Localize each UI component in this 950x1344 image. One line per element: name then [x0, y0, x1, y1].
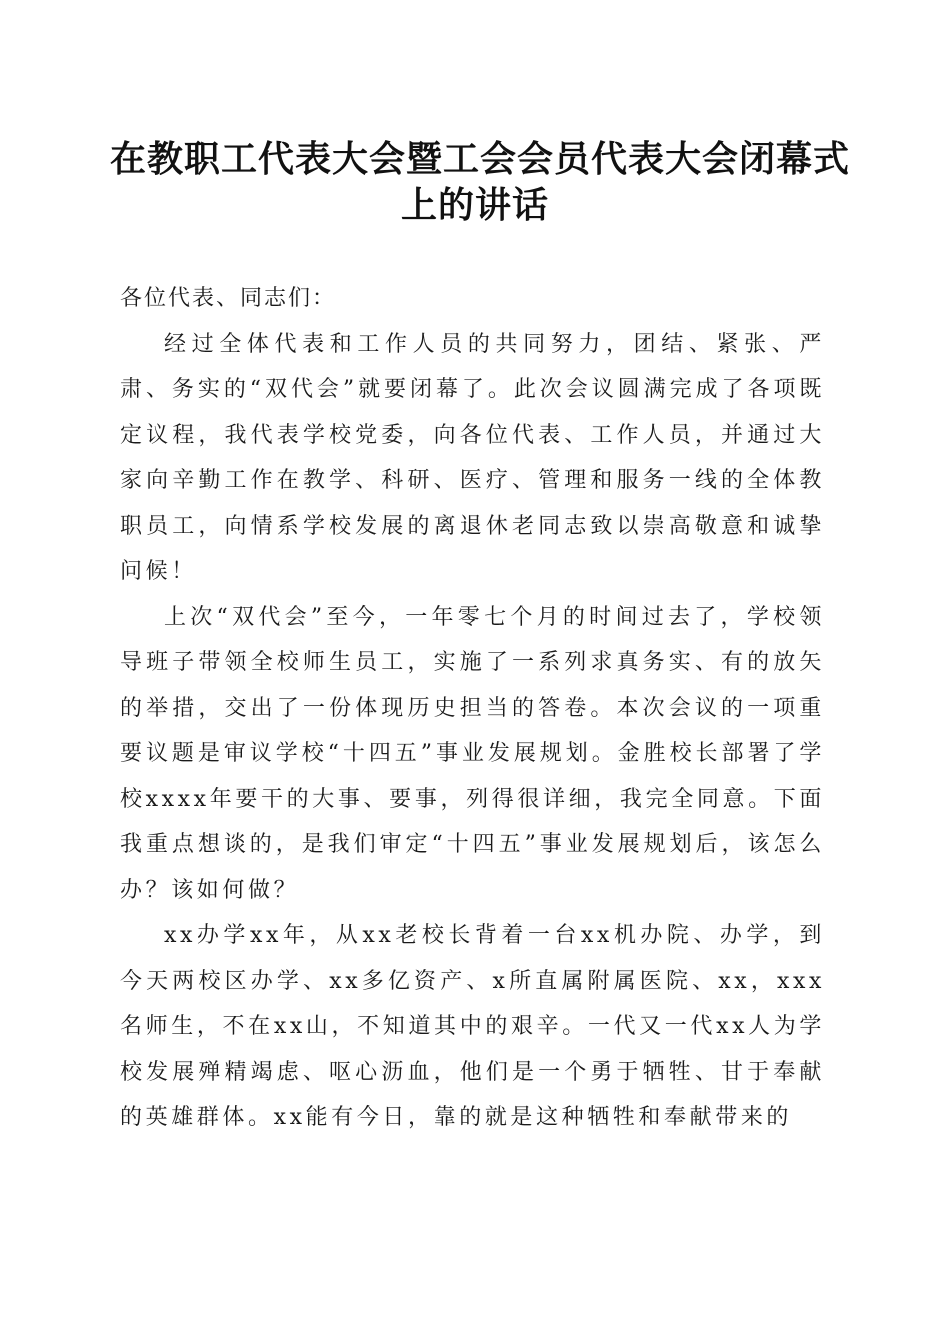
document-title — [110, 136, 851, 228]
paragraph-3: xx办学xx年，从xx老校长背着一台xx机办院、办学，到今天两校区办学、xx多亿资产、x所直属附属医院、xx，xxx名师生，不在xx山，不知道其中的艰辛。一代又一代xx人为学校发展殚精竭虑、呕心沥血，他们是一个勇于牺牲、甘于奉献的英雄群体。xx能有今日，靠的就是这种牺牲和奉献带来的 — [120, 923, 825, 1130]
salutation: 各位代表、同志们： — [120, 286, 337, 311]
title-line-1: 在教职工代表大会暨工会会员代表大会闭幕式 — [110, 138, 851, 180]
paragraph-1: 经过全体代表和工作人员的共同努力，团结、紧张、严肃、务实的“双代会”就要闭幕了。此次会议圆满完成了各项既定议程，我代表学校党委，向各位代表、工作人员，并通过大家向辛勤工作在教学、科研、医疗、管理和服务一线的全体教职员工，向情系学校发展的离退休老同志致以崇高敬意和诚挚问候！ — [120, 331, 825, 584]
document-body — [120, 276, 825, 1141]
paragraph-2: 上次“双代会”至今，一年零七个月的时间过去了，学校领导班子带领全校师生员工，实施了一系列求真务实、有的放矢的举措，交出了一份体现历史担当的答卷。本次会议的一项重要议题是审议学校“十四五”事业发展规划。金胜校长部署了学校xxxx年要干的大事、要事，列得很详细，我完全同意。下面我重点想谈的，是我们审定“十四五”事业发展规划后，该怎么办？该如何做？ — [120, 604, 825, 903]
title-line-2: 上的讲话 — [400, 184, 549, 226]
